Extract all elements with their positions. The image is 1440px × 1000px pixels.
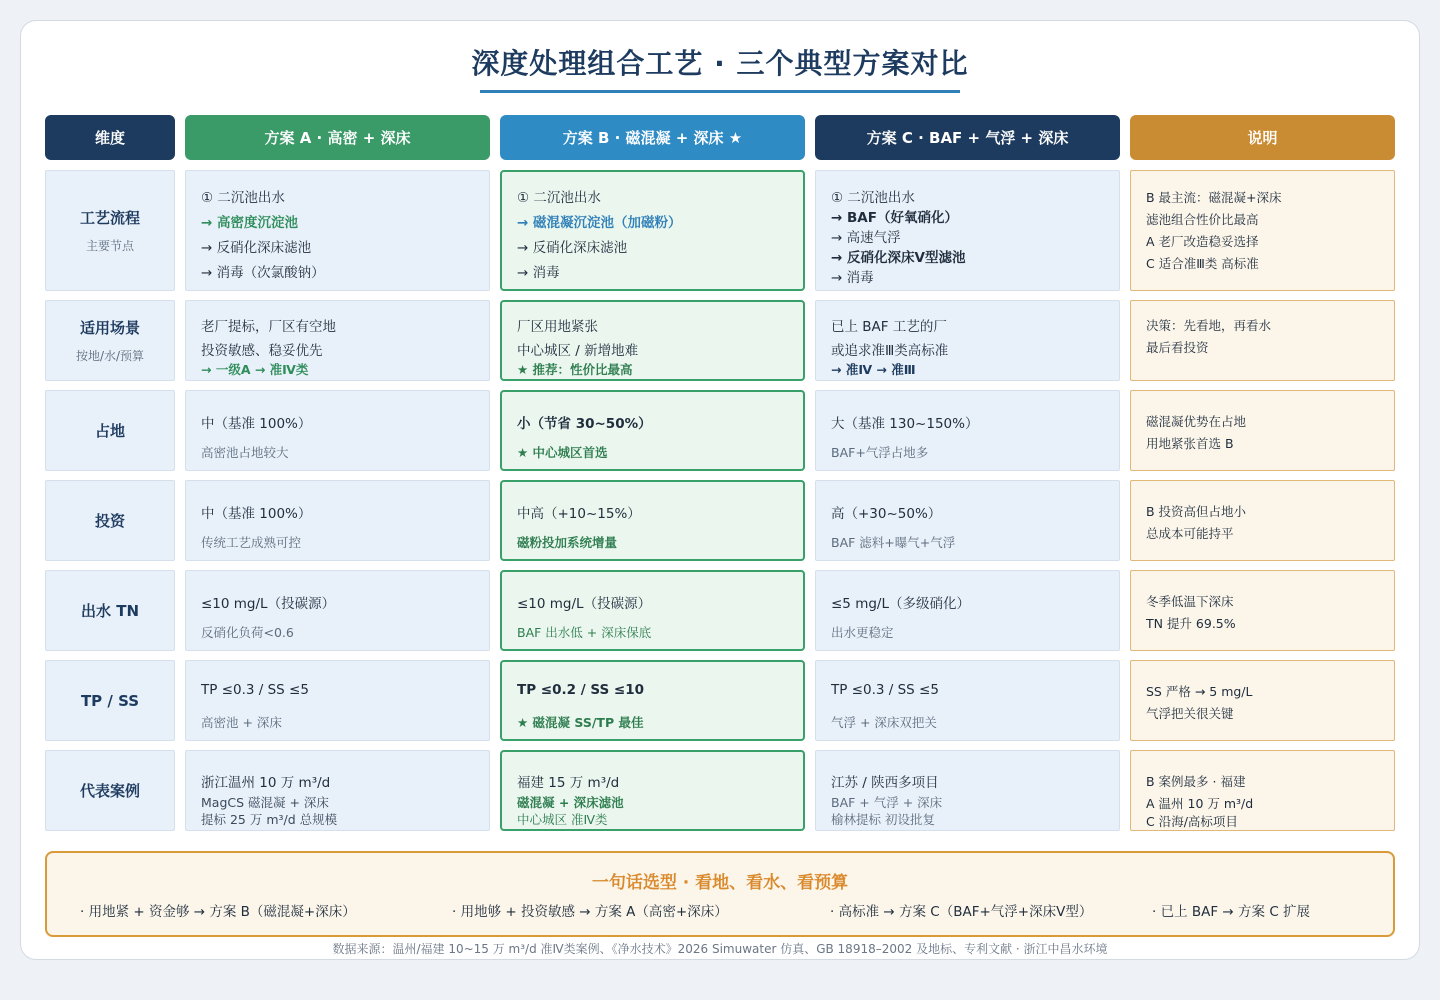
- note-line: B 案例最多 · 福建: [1146, 774, 1246, 789]
- cell-c-scenario: [815, 300, 1120, 381]
- cell-line: → 磁混凝沉淀池（加磁粉）: [517, 215, 682, 231]
- cell-line: 小（节省 30~50%）: [517, 416, 652, 432]
- cell-b-investment: [500, 480, 805, 561]
- cell-line: 磁混凝 + 深床滤池: [517, 795, 624, 810]
- header-notes: 说明: [1130, 115, 1395, 160]
- cell-line: ① 二沉池出水: [201, 190, 285, 206]
- row-dim-cases: [45, 750, 175, 831]
- cell-line: 高（+30~50%）: [831, 506, 942, 522]
- cell-c-cases: [815, 750, 1120, 831]
- cell-line: 大（基准 130~150%）: [831, 416, 979, 432]
- note-line: SS 严格 → 5 mg/L: [1146, 684, 1253, 699]
- row-dim-investment: [45, 480, 175, 561]
- cell-b-scenario: [500, 300, 805, 381]
- cell-note-investment: [1130, 480, 1395, 561]
- cell-line: 投资敏感、稳妥优先: [201, 343, 323, 359]
- dim-label: TP / SS: [80, 691, 140, 710]
- cell-note-footprint: [1130, 390, 1395, 471]
- cell-line: 中心城区 / 新增地难: [517, 343, 639, 359]
- header-plan-c: 方案 C · BAF + 气浮 + 深床: [815, 115, 1120, 160]
- data-source-footer: 数据来源：温州/福建 10~15 万 m³/d 准Ⅳ类案例、《净水技术》2026 Simuwater 仿真、GB 18918–2002 及地标、专利文献 · 浙江中昌水环境: [332, 942, 1108, 956]
- note-line: 总成本可能持平: [1146, 526, 1234, 541]
- note-line: 磁混凝优势在占地: [1146, 414, 1247, 429]
- cell-c-investment: [815, 480, 1120, 561]
- dim-sublabel: 按地/水/预算: [75, 349, 145, 363]
- cell-note-process: [1130, 170, 1395, 291]
- note-line: C 适合准Ⅲ类 高标准: [1146, 256, 1259, 271]
- cell-note-effluent-tn: [1130, 570, 1395, 651]
- cell-a-process: [185, 170, 490, 291]
- cell-line: 反硝化负荷<0.6: [201, 625, 294, 640]
- cell-line: BAF 滤料+曝气+气浮: [831, 535, 956, 550]
- cell-line: 老厂提标，厂区有空地: [201, 319, 336, 335]
- dim-label: 适用场景: [79, 319, 140, 337]
- cell-line: TP ≤0.3 / SS ≤5: [831, 682, 939, 698]
- cell-line: ① 二沉池出水: [517, 190, 601, 206]
- cell-line: 出水更稳定: [831, 625, 894, 640]
- cell-line: → 高密度沉淀池: [201, 215, 299, 231]
- row-dim-footprint: [45, 390, 175, 471]
- cell-line: BAF + 气浮 + 深床: [831, 795, 943, 810]
- dim-label: 代表案例: [79, 782, 140, 800]
- cell-line: 已上 BAF 工艺的厂: [831, 319, 947, 335]
- summary-box: [45, 851, 1395, 937]
- cell-line: 或追求准Ⅲ类高标准: [831, 343, 949, 359]
- note-line: A 温州 10 万 m³/d: [1146, 796, 1254, 811]
- cell-line: 提标 25 万 m³/d 总规模: [201, 812, 338, 827]
- cell-line: 中（基准 100%）: [201, 506, 312, 522]
- cell-b-effluent-tn: [500, 570, 805, 651]
- cell-line: → 一级A → 准Ⅳ类: [201, 362, 309, 377]
- cell-b-cases: [500, 750, 805, 831]
- summary-item: · 已上 BAF → 方案 C 扩展: [1152, 904, 1311, 920]
- cell-a-tp-ss: [185, 660, 490, 741]
- cell-line: → 反硝化深床滤池: [201, 240, 312, 256]
- header-plan-a: 方案 A · 高密 + 深床: [185, 115, 490, 160]
- row-dim-process: [45, 170, 175, 291]
- note-line: 最后看投资: [1146, 340, 1209, 355]
- cell-line: → 反硝化深床V型滤池: [831, 250, 966, 266]
- note-line: 气浮把关很关键: [1146, 706, 1234, 721]
- cell-line: 厂区用地紧张: [517, 319, 598, 335]
- cell-line: ≤10 mg/L（投碳源）: [517, 596, 652, 612]
- cell-line: → 准Ⅳ → 准Ⅲ: [831, 362, 916, 377]
- cell-line: 福建 15 万 m³/d: [517, 775, 620, 791]
- cell-line: 高密池 + 深床: [201, 715, 282, 730]
- cell-note-tp-ss: [1130, 660, 1395, 741]
- dim-label: 工艺流程: [79, 209, 140, 227]
- cell-line: MagCS 磁混凝 + 深床: [201, 795, 329, 810]
- note-line: B 最主流：磁混凝+深床: [1146, 190, 1282, 205]
- note-line: 冬季低温下深床: [1146, 594, 1234, 609]
- row-dim-tp-ss: [45, 660, 175, 741]
- cell-c-footprint: [815, 390, 1120, 471]
- cell-line: ① 二沉池出水: [831, 190, 915, 206]
- page-title: 深度处理组合工艺 · 三个典型方案对比: [471, 47, 969, 80]
- note-line: 用地紧张首选 B: [1146, 436, 1234, 451]
- cell-line: → 反硝化深床滤池: [517, 240, 628, 256]
- cell-line: ★ 推荐：性价比最高: [517, 362, 633, 377]
- cell-line: → BAF（好氧硝化）: [831, 210, 958, 226]
- cell-note-scenario: [1130, 300, 1395, 381]
- cell-line: 浙江温州 10 万 m³/d: [201, 775, 331, 791]
- cell-line: ★ 磁混凝 SS/TP 最佳: [517, 715, 644, 730]
- cell-line: ≤5 mg/L（多级硝化）: [831, 596, 970, 612]
- cell-a-footprint: [185, 390, 490, 471]
- note-line: 决策：先看地，再看水: [1146, 318, 1272, 333]
- summary-item: · 用地紧 + 资金够 → 方案 B（磁混凝+深床）: [80, 904, 356, 920]
- cell-a-effluent-tn: [185, 570, 490, 651]
- cell-line: 中高（+10~15%）: [517, 506, 641, 522]
- cell-line: 磁粉投加系统增量: [517, 535, 618, 550]
- cell-line: → 消毒: [831, 270, 874, 286]
- cell-line: → 消毒: [517, 265, 560, 281]
- cell-line: 传统工艺成熟可控: [201, 535, 302, 550]
- row-dim-scenario: [45, 300, 175, 381]
- title-underline: [480, 90, 960, 93]
- cell-b-footprint: [500, 390, 805, 471]
- cell-line: 江苏 / 陕西多项目: [831, 775, 939, 791]
- cell-line: ★ 中心城区首选: [517, 445, 608, 460]
- cell-line: BAF 出水低 + 深床保底: [517, 625, 652, 640]
- dim-label: 投资: [94, 512, 125, 530]
- cell-line: → 消毒（次氯酸钠）: [201, 265, 325, 281]
- note-line: 滤池组合性价比最高: [1146, 212, 1259, 227]
- note-line: TN 提升 69.5%: [1146, 616, 1236, 631]
- cell-line: 中（基准 100%）: [201, 416, 312, 432]
- cell-line: BAF+气浮占地多: [831, 445, 929, 460]
- header-dimension: 维度: [45, 115, 175, 160]
- cell-a-scenario: [185, 300, 490, 381]
- cell-b-process: [500, 170, 805, 291]
- cell-a-cases: [185, 750, 490, 831]
- cell-c-tp-ss: [815, 660, 1120, 741]
- cell-line: ≤10 mg/L（投碳源）: [201, 596, 336, 612]
- note-line: A 老厂改造稳妥选择: [1146, 234, 1259, 249]
- cell-line: → 高速气浮: [831, 230, 901, 246]
- summary-title: 一句话选型 · 看地、看水、看预算: [591, 873, 849, 893]
- summary-item: · 用地够 + 投资敏感 → 方案 A（高密+深床）: [452, 904, 728, 920]
- cell-b-tp-ss: [500, 660, 805, 741]
- note-line: C 沿海/高标项目: [1146, 814, 1238, 829]
- cell-a-investment: [185, 480, 490, 561]
- cell-line: 榆林提标 初设批复: [831, 812, 935, 827]
- dim-label: 出水 TN: [80, 602, 139, 620]
- cell-line: 高密池占地较大: [201, 445, 289, 460]
- cell-line: TP ≤0.2 / SS ≤10: [517, 682, 644, 698]
- header-plan-b: 方案 B · 磁混凝 + 深床 ★: [500, 115, 805, 160]
- cell-c-effluent-tn: [815, 570, 1120, 651]
- note-line: B 投资高但占地小: [1146, 504, 1247, 519]
- summary-item: · 高标准 → 方案 C（BAF+气浮+深床V型）: [830, 904, 1093, 920]
- cell-line: 中心城区 准Ⅳ类: [517, 812, 608, 827]
- row-dim-effluent-tn: [45, 570, 175, 651]
- dim-label: 占地: [94, 422, 125, 440]
- cell-line: TP ≤0.3 / SS ≤5: [201, 682, 309, 698]
- cell-note-cases: [1130, 750, 1395, 831]
- cell-line: 气浮 + 深床双把关: [831, 715, 937, 730]
- dim-sublabel: 主要节点: [85, 239, 134, 253]
- cell-c-process: [815, 170, 1120, 291]
